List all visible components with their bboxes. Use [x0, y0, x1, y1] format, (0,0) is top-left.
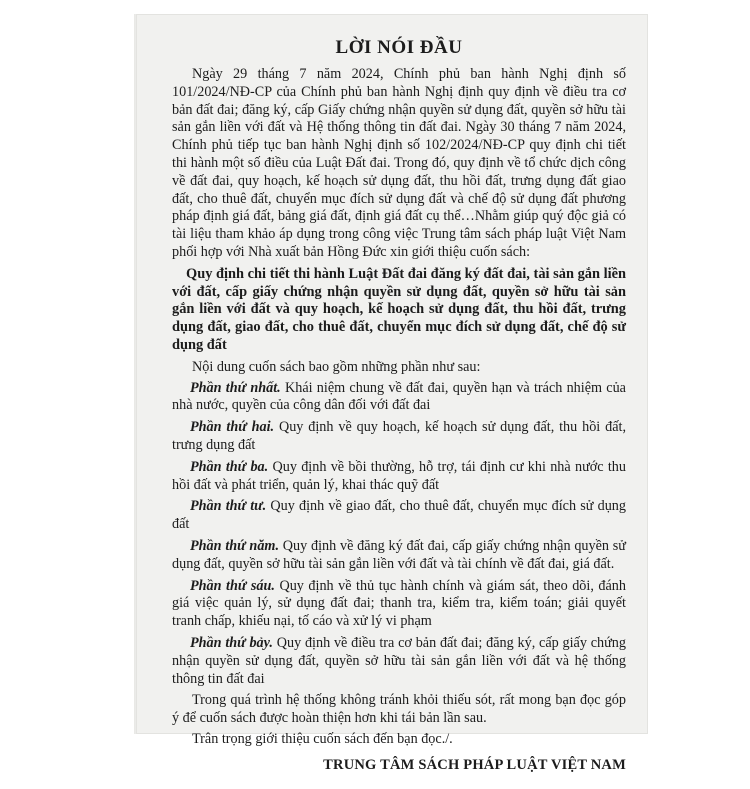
part-6-desc: Quy định về thủ tục hành chính và giám sát, theo dõi, đánh giá việc quản lý, sử dụng đất đai; thanh tra, kiểm tra, kiểm toán; giải quyết tranh chấp, khiếu nại, tố cáo và xử lý vi phạm	[172, 577, 626, 630]
part-2-name: Phần thứ hai.	[190, 419, 275, 436]
page-title: LỜI NÓI ĐẦU	[335, 37, 463, 58]
preface-content	[172, 36, 626, 789]
part-4-name: Phần thứ tư.	[190, 498, 267, 515]
signature: TRUNG TÂM SÁCH PHÁP LUẬT VIỆT NAM	[323, 756, 626, 773]
intro-paragraph: Ngày 29 tháng 7 năm 2024, Chính phủ ban hành Nghị định số 101/2024/NĐ-CP của Chính phủ ban hành Nghị định quy định về điều tra cơ bản đất đai; đăng ký, cấp Giấy chứng nhận quyền sử dụng đất, quyền sở hữu tài sản gắn liền với đất và Hệ thống thông tin đất đai. Ngày 30 tháng 7 năm 2024, Chính phủ tiếp tục ban hành Nghị định số 102/2024/NĐ-CP quy định chi tiết thi hành một số điều của Luật Đất đai. Trong đó, quy định về tổ chức dịch công về đất đai, quy hoạch, kế hoạch sử dụng đất, thu hồi đất, trưng dụng đất giao đất, cho thuê đất, chuyển mục đích sử dụng đất và chế độ sử dụng đất phương pháp định giá đất, bảng giá đất, định giá đất cụ thể…Nhằm giúp quý độc giả có tài liệu tham khảo áp dụng trong công việc Trung tâm sách pháp luật Việt Nam phối hợp với Nhà xuất bản Hồng Đức xin giới thiệu cuốn sách:	[172, 66, 626, 260]
contents-intro: Nội dung cuốn sách bao gồm những phần như sau:	[192, 358, 481, 375]
part-3	[172, 459, 626, 495]
closing-greeting: Trân trọng giới thiệu cuốn sách đến bạn đọc./.	[192, 730, 453, 747]
part-2-desc: Quy định về quy hoạch, kế hoạch sử dụng đất, thu hồi đất, trưng dụng đất	[172, 419, 626, 453]
part-4	[172, 498, 626, 534]
part-5-desc: Quy định về đăng ký đất đai, cấp giấy chứng nhận quyền sử dụng đất, quyền sở hữu tài sản gắn liền với đất và tài chính về đất đai, giá đất.	[172, 537, 626, 572]
part-1	[172, 380, 626, 416]
part-2	[172, 419, 626, 455]
part-1-desc: Khái niệm chung về đất đai, quyền hạn và trách nhiệm của nhà nước, quyền của công dân đối với đất đai	[172, 379, 626, 414]
part-6-name: Phần thứ sáu.	[190, 577, 275, 594]
part-7-desc: Quy định về điều tra cơ bản đất đai; đăng ký, cấp giấy chứng nhận quyền sử dụng đất, quyền sở hữu tài sản gắn liền với đất và hệ thống thông tin đất đai	[172, 634, 626, 687]
part-7	[172, 635, 626, 688]
part-5	[172, 538, 626, 574]
part-3-name: Phần thứ ba.	[190, 458, 269, 475]
part-3-desc: Quy định về bồi thường, hỗ trợ, tái định cư khi nhà nước thu hồi đất và phát triển, quản lý, khai thác quỹ đất	[172, 458, 626, 493]
part-1-name: Phần thứ nhất.	[190, 379, 281, 396]
book-title: Quy định chi tiết thi hành Luật Đất đai đăng ký đất đai, tài sản gắn liền với đất, cấp giấy chứng nhận quyền sử dụng đất, quyền sở hữu tài sản gắn liền với đất và quy hoạch, kế hoạch sử dụng đất, thu hồi đất, trưng dụng đất, giao đất, cho thuê đất, chuyển mục đích sử dụng đất, chế độ sử dụng đất	[172, 265, 626, 353]
part-4-desc: Quy định về giao đất, cho thuê đất, chuyển mục đích sử dụng đất	[172, 498, 626, 533]
part-5-name: Phần thứ năm.	[190, 537, 279, 554]
part-6	[172, 578, 626, 631]
part-7-name: Phần thứ bảy.	[190, 634, 273, 651]
closing-paragraph: Trong quá trình hệ thống không tránh khỏi thiếu sót, rất mong bạn đọc góp ý để cuốn sách được hoàn thiện hơn khi tái bản lần sau.	[172, 692, 626, 727]
